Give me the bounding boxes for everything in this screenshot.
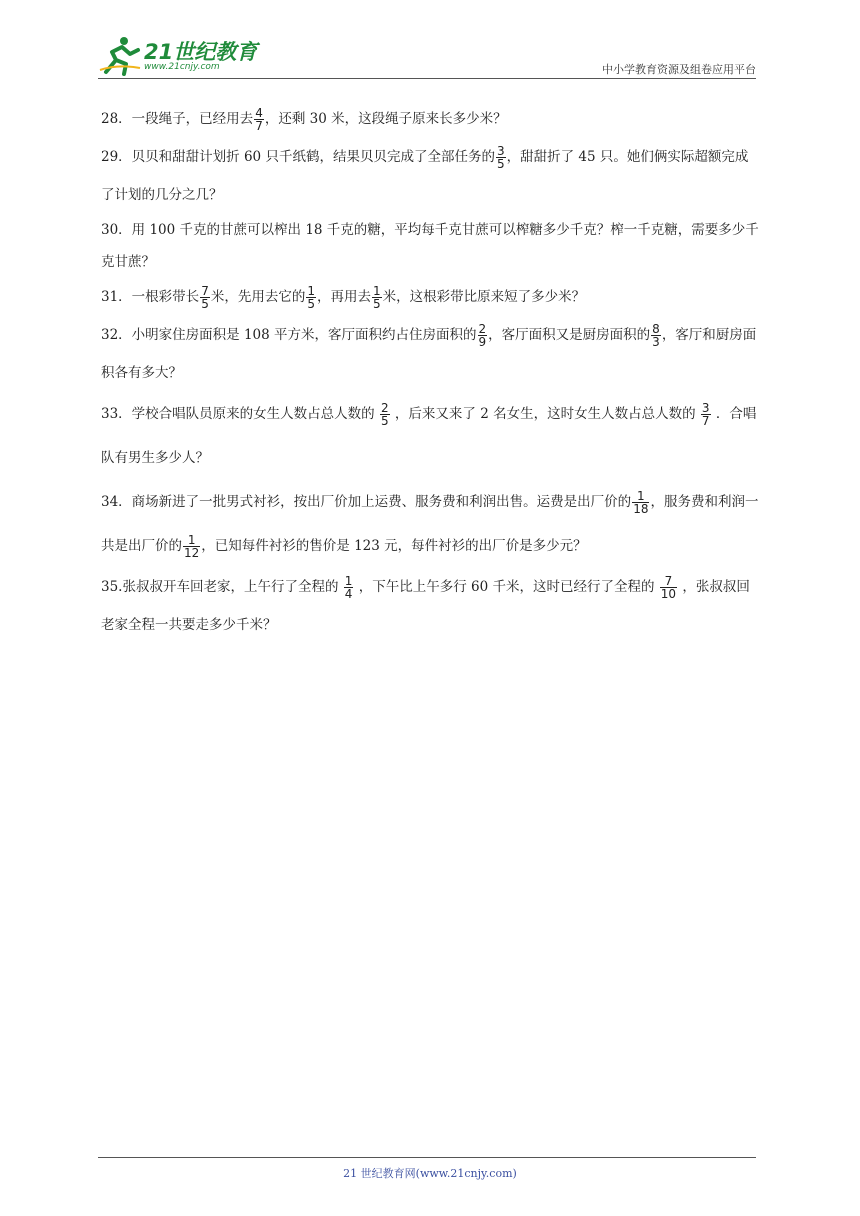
fraction: $\frac{8}{3}$ — [652, 322, 660, 349]
question-31: 31．一根彩带长 $\frac{7}{5}$ 米，先用去它的 $\frac{1}{5}$ ，再用去 $\frac{1}{5}$ 米，这根彩带比原来短了多少米？ — [101, 284, 586, 311]
logo-text: 21世纪教育 — [144, 40, 258, 64]
fraction: $\frac{3}{7}$ — [701, 401, 710, 428]
question-34: 34．商场新进了一批男式衬衫，按出厂价加上运费、服务费和利润出售。运费是出厂价的 $\frac{1}{18}$ ，服务费和利润一共是出厂价的 $\frac{1}{12}$ ，已知每件衬衫的售价是 123 元，每件衬衫的出厂价是多少元？ — [101, 489, 759, 560]
fraction: $\frac{2}{9}$ — [478, 322, 487, 349]
question-list — [101, 100, 761, 644]
fraction: $\frac{1}{5}$ — [372, 284, 381, 311]
fraction: $\frac{4}{7}$ — [255, 106, 263, 133]
fraction: $\frac{3}{5}$ — [496, 144, 505, 171]
fraction: $\frac{7}{5}$ — [201, 284, 209, 311]
fraction: $\frac{1}{4}$ — [344, 574, 353, 601]
question-33: 33．学校合唱队员原来的女生人数占总人数的 $\frac{2}{5}$ ，后来又来了 2 名女生，这时女生人数占总人数的 $\frac{3}{7}$ ．合唱队有男生多少人？ — [101, 401, 757, 466]
question-29: 29．贝贝和甜甜计划折 60 只千纸鹤，结果贝贝完成了全部任务的 $\frac{3}{5}$ ，甜甜折了 45 只。她们俩实际超额完成了计划的几分之几？ — [101, 144, 749, 203]
page-header — [98, 30, 756, 80]
fraction: $\frac{2}{5}$ — [380, 401, 389, 428]
logo-url: www.21cnjy.com — [144, 62, 220, 72]
question-35: 35.张叔叔开车回老家，上午行了全程的 $\frac{1}{4}$ ，下午比上午多行 60 千米，这时已经行了全程的 $\frac{7}{10}$ ，张叔叔回老家全程一共要走多少千米？ — [101, 574, 750, 633]
fraction: $\frac{7}{10}$ — [660, 574, 677, 601]
fraction: $\frac{1}{5}$ — [307, 284, 315, 311]
question-32: 32．小明家住房面积是 108 平方米，客厅面积约占住房面积的 $\frac{2}{9}$ ，客厅面积又是厨房面积的 $\frac{8}{3}$ ，客厅和厨房面积各有多大？ — [101, 322, 757, 381]
footer-divider — [98, 1157, 756, 1158]
question-28: 28．一段绳子，已经用去 $\frac{4}{7}$ ，还剩 30 米，这段绳子原来长多少米？ — [101, 106, 507, 133]
fraction: $\frac{1}{18}$ — [633, 489, 649, 516]
header-divider — [98, 78, 756, 79]
question-30: 30．用 100 千克的甘蔗可以榨出 18 千克的糖，平均每千克甘蔗可以榨糖多少千克？榨一千克糖，需要多少千克甘蔗？ — [101, 222, 759, 270]
fraction: $\frac{1}{12}$ — [184, 533, 200, 560]
header-platform-text: 中小学教育资源及组卷应用平台 — [602, 63, 756, 76]
site-logo — [98, 34, 258, 76]
runner-icon — [98, 34, 142, 76]
page-footer: 21 世纪教育网(www.21cnjy.com) — [343, 1167, 517, 1180]
